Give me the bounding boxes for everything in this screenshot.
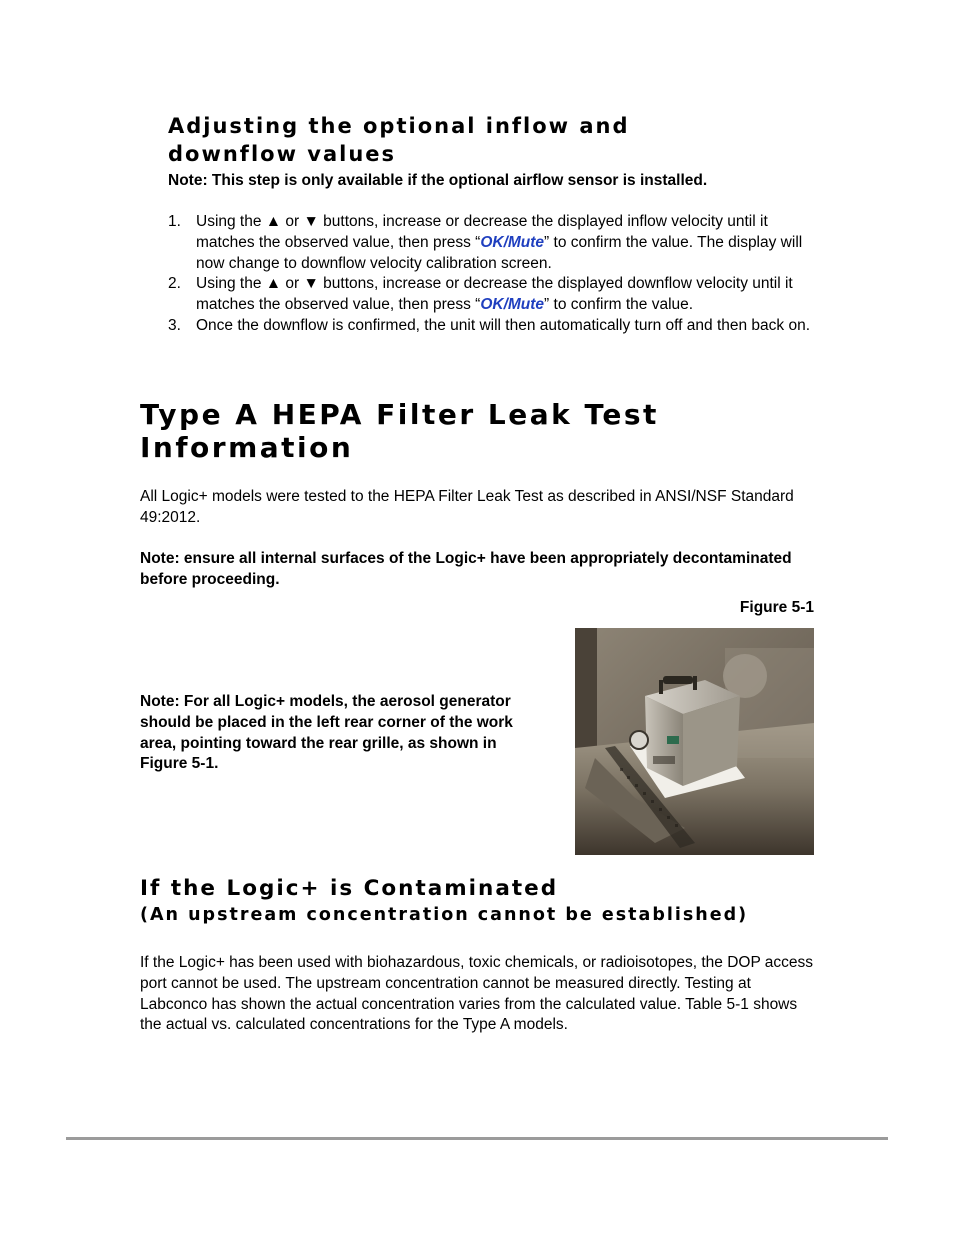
decontamination-note: Note: ensure all internal surfaces of the Logic+ have been appropriately decontaminated before proceeding. xyxy=(140,550,792,588)
figure-caption: Figure 5-1 xyxy=(739,599,814,616)
calibration-steps-list xyxy=(168,212,818,337)
sensor-note: Note: This step is only available if the optional airflow sensor is installed. xyxy=(168,172,708,189)
step-text: ” to confirm the value. The display will now change to downflow velocity calibration screen. xyxy=(196,233,803,272)
aerosol-generator-note: Note: For all Logic+ models, the aerosol generator should be placed in the left rear corner of the work area, pointing toward the rear grille, as shown in Figure 5-1. xyxy=(140,693,513,773)
step-number: 1. xyxy=(168,213,181,230)
step-text: Once the downflow is confirmed, the unit will then automatically turn off and then back on. xyxy=(196,316,811,334)
ok-mute-button-label: OK/Mute xyxy=(480,233,545,251)
intro-paragraph: All Logic+ models were tested to the HEPA Filter Leak Test as described in ANSI/NSF Standard 49:2012. xyxy=(140,488,794,526)
list-item xyxy=(168,274,818,316)
aerosol-generator-illustration xyxy=(575,628,814,855)
figure-photo-aerosol-generator xyxy=(575,628,814,855)
step-text: Using the ▲ or ▼ buttons, increase or decrease the displayed downflow velocity until it matches the observed value, then press “ xyxy=(196,275,793,314)
footer-rule xyxy=(66,1137,888,1140)
step-number: 2. xyxy=(168,275,181,293)
section-heading-hepa-leak-test: Type A HEPA Filter Leak Test Information xyxy=(140,398,659,464)
contamination-paragraph: If the Logic+ has been used with biohazardous, toxic chemicals, or radioisotopes, the DOP access port cannot be used. The upstream concentration cannot be measured directly. Testing at Labconco has shown the actual concentration varies from the calculated value. Table 5-1 shows the actual vs. calculated concentrations for the Type A models. xyxy=(140,954,814,1034)
step-text: Using the ▲ or ▼ buttons, increase or decrease the displayed inflow velocity until it matches the observed value, then press “ xyxy=(196,213,768,251)
section-heading-contaminated: If the Logic+ is Contaminated xyxy=(140,876,559,901)
section-subheading-upstream: (An upstream concentration cannot be established) xyxy=(140,905,749,925)
section-heading-adjusting-flow: Adjusting the optional inflow and downflow values xyxy=(168,114,630,166)
step-text: ” to confirm the value. xyxy=(544,296,694,314)
step-number: 3. xyxy=(168,316,181,334)
ok-mute-button-label: OK/Mute xyxy=(480,296,545,314)
list-item xyxy=(168,316,818,337)
list-item xyxy=(168,212,818,274)
